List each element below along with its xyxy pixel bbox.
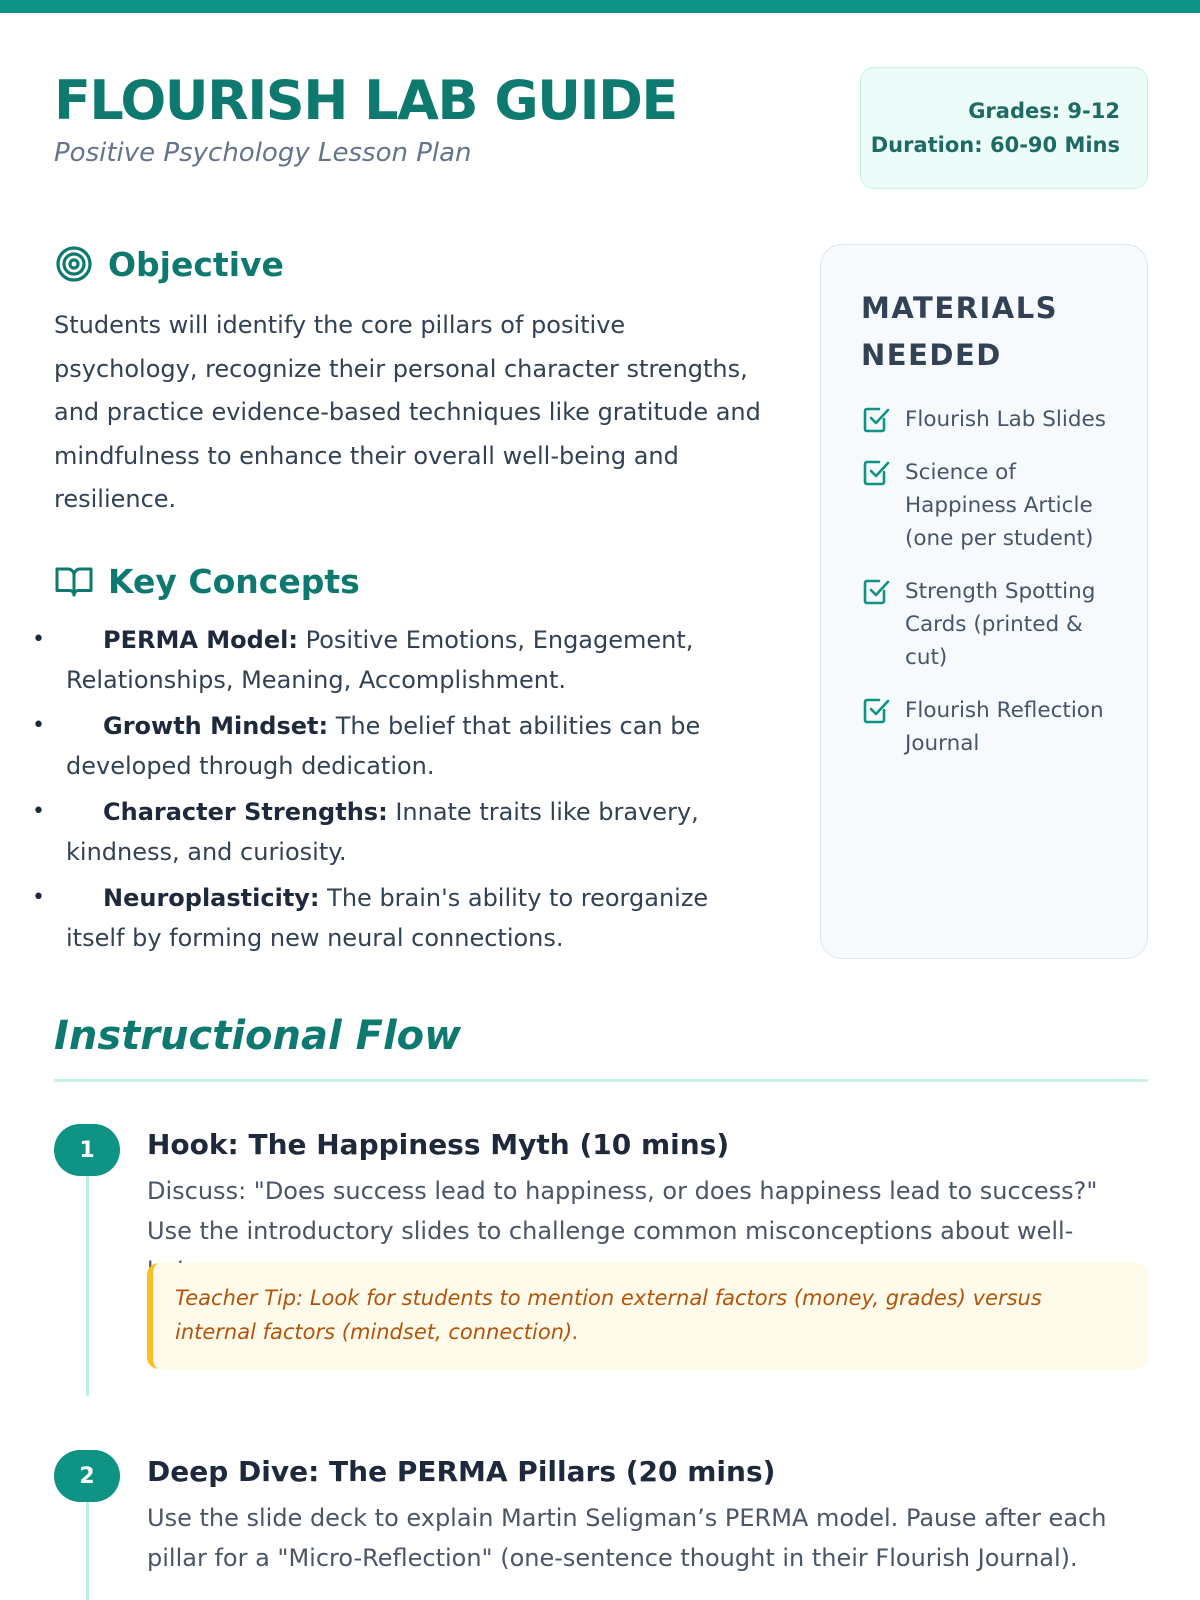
concept-term: Neuroplasticity: — [103, 884, 320, 912]
page-title: FLOURISH LAB GUIDE — [54, 69, 677, 132]
step-number-badge: 1 — [54, 1124, 120, 1176]
material-label: Flourish Reflection Journal — [905, 698, 1104, 756]
concept-text: Positive Emotions, Engagement, Relationships, Meaning, Accomplishment. — [66, 626, 694, 694]
list-item: • Character Strengths: Innate traits like bravery, kindness, and curiosity. — [32, 798, 699, 866]
list-item — [861, 575, 1127, 674]
concept-text: The belief that abilities can be developed through dedication. — [66, 712, 701, 780]
materials-heading: MATERIALS NEEDED — [861, 291, 1059, 372]
concept-text: Innate traits like bravery, kindness, and curiosity. — [66, 798, 699, 866]
grades-label: Grades: 9-12 — [968, 99, 1120, 123]
check-square-icon — [861, 405, 891, 435]
materials-card — [820, 244, 1148, 959]
key-concepts-list — [32, 620, 766, 964]
instructional-flow-heading: Instructional Flow — [54, 1013, 462, 1059]
step-title: Deep Dive: The PERMA Pillars (20 mins) — [147, 1455, 776, 1488]
objective-heading-label: Objective — [108, 244, 284, 284]
objective-text: Students will identify the core pillars of positive psychology, recognize their personal character strengths, and practice evidence-based techniques like gratitude and mindfulness to enhance their overall well-being and resilience. — [54, 311, 761, 513]
material-label: Strength Spotting Cards (printed & cut) — [905, 579, 1096, 670]
concept-text: The brain's ability to reorganize itself by forming new neural connections. — [66, 884, 709, 952]
book-open-icon — [54, 561, 94, 601]
check-square-icon — [861, 696, 891, 726]
material-label: Science of Happiness Article (one per student) — [905, 460, 1094, 551]
step-connector-line — [86, 1498, 89, 1600]
concept-term: Character Strengths: — [103, 798, 388, 826]
concept-term: PERMA Model: — [103, 626, 298, 654]
list-item — [861, 456, 1127, 555]
list-item — [861, 694, 1127, 760]
step-number-badge: 2 — [54, 1450, 120, 1502]
list-item — [861, 403, 1127, 436]
concept-term: Growth Mindset: — [103, 712, 329, 740]
target-icon — [54, 244, 94, 284]
materials-list — [861, 403, 1127, 760]
list-item: • PERMA Model: Positive Emotions, Engagement, Relationships, Meaning, Accomplishment. — [32, 626, 694, 694]
top-accent-bar — [0, 0, 1200, 13]
lesson-meta-box — [860, 67, 1148, 189]
check-square-icon — [861, 577, 891, 607]
step-connector-line — [86, 1150, 89, 1396]
step-text: Use the slide deck to explain Martin Seligman’s PERMA model. Pause after each pillar for a "Micro-Reflection" (one-sentence thought in their Flourish Journal). — [147, 1504, 1107, 1572]
key-concepts-heading — [54, 561, 360, 601]
page-subtitle: Positive Psychology Lesson Plan — [54, 138, 472, 168]
objective-heading — [54, 244, 284, 284]
list-item: • Neuroplasticity: The brain's ability to reorganize itself by forming new neural connections. — [32, 884, 709, 952]
step-title: Hook: The Happiness Myth (10 mins) — [147, 1128, 730, 1161]
check-square-icon — [861, 458, 891, 488]
section-divider — [54, 1079, 1148, 1082]
teacher-tip: Teacher Tip: Look for students to mention external factors (money, grades) versus internal factors (mindset, connection). — [147, 1263, 1148, 1369]
key-concepts-heading-label: Key Concepts — [108, 561, 360, 601]
step-text: Discuss: "Does success lead to happiness, or does happiness lead to success?" Use the introductory slides to challenge common misconceptions about well- — [147, 1177, 1098, 1245]
material-label: Flourish Lab Slides — [905, 407, 1106, 432]
list-item: • Growth Mindset: The belief that abilities can be developed through dedication. — [32, 712, 701, 780]
duration-label: Duration: 60-90 Mins — [870, 133, 1120, 157]
